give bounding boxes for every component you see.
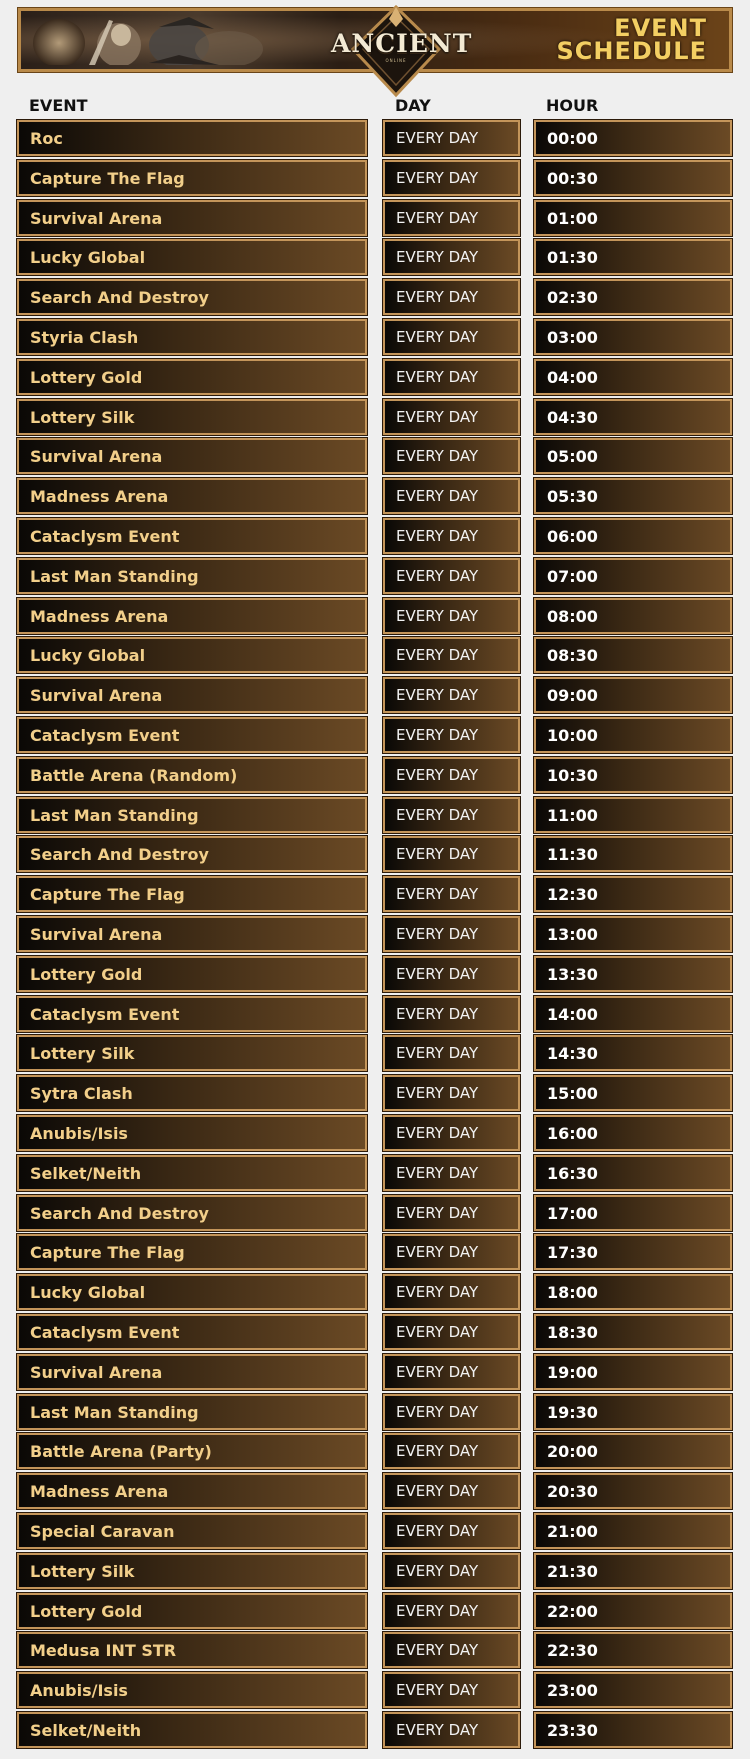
event-cell-text: Lottery Silk [30,1043,135,1063]
title-line-2: SCHEDULE [556,37,707,65]
hour-cell-text: 23:00 [547,1680,598,1700]
event-cell [17,1115,367,1151]
event-cell [17,518,367,554]
hour-cell [534,1075,732,1111]
day-cell [383,996,520,1032]
day-cell [383,1314,520,1350]
event-cell-text: Madness Arena [30,606,169,626]
event-cell [17,438,367,474]
hour-cell-text: 19:30 [547,1402,598,1422]
day-cell [383,518,520,554]
hour-cell-text: 04:00 [547,367,598,387]
day-cell [383,1075,520,1111]
hour-cell [534,1433,732,1469]
event-cell-text: Cataclysm Event [30,1004,180,1024]
event-cell [17,478,367,514]
event-cell [17,1155,367,1191]
day-cell-text: EVERY DAY [396,885,479,903]
event-cell [17,956,367,992]
hour-cell [534,558,732,594]
day-cell-text: EVERY DAY [396,169,479,187]
day-cell [383,200,520,236]
day-cell-text: EVERY DAY [396,1442,479,1460]
event-cell-text: Search And Destroy [30,844,209,864]
day-cell-text: EVERY DAY [396,1323,479,1341]
event-cell [17,996,367,1032]
event-cell [17,1672,367,1708]
hour-cell [534,1473,732,1509]
hour-cell-text: 18:30 [547,1322,598,1342]
hour-cell-text: 02:30 [547,287,598,307]
hour-cell-text: 08:30 [547,645,598,665]
event-cell-text: Capture The Flag [30,168,185,188]
event-column-header: EVENT [29,96,88,115]
hour-cell-text: 17:00 [547,1203,598,1223]
hour-cell-text: 03:00 [547,327,598,347]
hour-cell [534,956,732,992]
hour-cell [534,1712,732,1748]
hour-cell [534,1354,732,1390]
day-cell-text: EVERY DAY [396,248,479,266]
event-cell [17,200,367,236]
day-cell-text: EVERY DAY [396,1721,479,1739]
event-cell-text: Madness Arena [30,486,169,506]
event-cell [17,319,367,355]
event-cell [17,1035,367,1071]
hour-cell [534,438,732,474]
event-cell [17,717,367,753]
day-cell [383,757,520,793]
hour-cell-text: 15:00 [547,1083,598,1103]
hour-cell-text: 13:00 [547,924,598,944]
event-cell [17,1234,367,1270]
event-cell [17,1075,367,1111]
hour-cell [534,757,732,793]
event-cell [17,757,367,793]
event-cell [17,120,367,156]
event-cell [17,836,367,872]
hour-cell [534,1115,732,1151]
event-cell [17,916,367,952]
hour-cell [534,598,732,634]
event-cell-text: Lucky Global [30,1282,146,1302]
event-cell [17,1632,367,1668]
header-banner [18,8,732,72]
day-cell-text: EVERY DAY [396,1403,479,1421]
event-cell-text: Cataclysm Event [30,1322,180,1342]
event-cell [17,1314,367,1350]
hour-cell [534,319,732,355]
day-cell-text: EVERY DAY [396,965,479,983]
hour-cell-text: 14:30 [547,1043,598,1063]
event-cell [17,598,367,634]
hour-cell [534,200,732,236]
event-cell-text: Survival Arena [30,685,163,705]
day-cell [383,1274,520,1310]
day-cell [383,1513,520,1549]
hour-cell-text: 01:30 [547,247,598,267]
event-cell-text: Last Man Standing [30,1402,199,1422]
event-cell-text: Selket/Neith [30,1163,142,1183]
hour-cell [534,1553,732,1589]
day-cell [383,1712,520,1748]
day-cell [383,359,520,395]
day-cell-text: EVERY DAY [396,567,479,585]
event-cell [17,1593,367,1629]
event-cell-text: Survival Arena [30,924,163,944]
day-cell [383,1234,520,1270]
hour-cell [534,637,732,673]
day-column-header: DAY [395,96,431,115]
hour-cell [534,478,732,514]
day-cell-text: EVERY DAY [396,328,479,346]
event-cell-text: Survival Arena [30,208,163,228]
day-cell [383,399,520,435]
day-cell [383,558,520,594]
hour-cell-text: 14:00 [547,1004,598,1024]
day-cell-text: EVERY DAY [396,1602,479,1620]
hour-cell-text: 04:30 [547,407,598,427]
warriors-artwork [29,15,279,65]
event-cell [17,1553,367,1589]
hour-cell-text: 19:00 [547,1362,598,1382]
event-cell [17,1274,367,1310]
event-cell-text: Last Man Standing [30,566,199,586]
hour-cell-text: 11:00 [547,805,598,825]
day-cell-text: EVERY DAY [396,1084,479,1102]
day-cell [383,717,520,753]
ancient-online-logo [331,5,473,99]
hour-cell-text: 01:00 [547,208,598,228]
event-cell [17,1394,367,1430]
day-cell-text: EVERY DAY [396,806,479,824]
hour-cell [534,1513,732,1549]
event-cell-text: Battle Arena (Party) [30,1441,212,1461]
event-cell [17,876,367,912]
hour-cell [534,836,732,872]
day-cell-text: EVERY DAY [396,129,479,147]
hour-cell [534,160,732,196]
event-cell-text: Anubis/Isis [30,1123,128,1143]
hour-cell-text: 07:00 [547,566,598,586]
day-cell-text: EVERY DAY [396,726,479,744]
day-cell [383,1035,520,1071]
hour-cell-text: 13:30 [547,964,598,984]
day-cell [383,319,520,355]
event-cell [17,1712,367,1748]
day-cell [383,1354,520,1390]
day-cell-text: EVERY DAY [396,408,479,426]
hour-cell-text: 23:30 [547,1720,598,1740]
event-cell-text: Lucky Global [30,247,146,267]
day-cell-text: EVERY DAY [396,607,479,625]
day-cell [383,1115,520,1151]
day-cell-text: EVERY DAY [396,527,479,545]
event-cell [17,239,367,275]
hour-cell-text: 05:00 [547,446,598,466]
day-cell [383,797,520,833]
day-cell [383,279,520,315]
event-cell [17,1473,367,1509]
event-cell-text: Lottery Gold [30,367,143,387]
event-cell-text: Sytra Clash [30,1083,133,1103]
logo-subtitle: ONLINE [385,58,407,63]
event-cell-text: Lottery Silk [30,1561,135,1581]
day-cell [383,1632,520,1668]
event-cell [17,797,367,833]
hour-cell [534,359,732,395]
day-cell-text: EVERY DAY [396,1641,479,1659]
event-cell [17,160,367,196]
day-cell-text: EVERY DAY [396,1562,479,1580]
hour-cell [534,120,732,156]
day-cell-text: EVERY DAY [396,487,479,505]
hour-cell [534,677,732,713]
day-cell [383,1195,520,1231]
hour-cell-text: 20:00 [547,1441,598,1461]
day-cell [383,478,520,514]
day-cell-text: EVERY DAY [396,447,479,465]
event-cell-text: Lottery Silk [30,407,135,427]
event-cell [17,1433,367,1469]
day-cell-text: EVERY DAY [396,1482,479,1500]
hour-cell [534,916,732,952]
event-schedule-title [556,14,707,65]
hour-cell-text: 21:30 [547,1561,598,1581]
day-cell [383,1433,520,1469]
day-cell-text: EVERY DAY [396,1522,479,1540]
day-cell-text: EVERY DAY [396,1283,479,1301]
day-cell [383,438,520,474]
event-cell-text: Anubis/Isis [30,1680,128,1700]
day-cell [383,598,520,634]
event-cell-text: Survival Arena [30,446,163,466]
event-cell-text: Styria Clash [30,327,139,347]
hour-cell [534,1314,732,1350]
hour-cell [534,518,732,554]
hour-column-header: HOUR [546,96,599,115]
hour-cell [534,1274,732,1310]
day-cell-text: EVERY DAY [396,1204,479,1222]
hour-cell-text: 06:00 [547,526,598,546]
hour-cell [534,1632,732,1668]
hour-cell [534,797,732,833]
day-cell [383,956,520,992]
event-cell [17,399,367,435]
hour-cell-text: 16:00 [547,1123,598,1143]
event-cell [17,359,367,395]
hour-cell-text: 17:30 [547,1242,598,1262]
event-cell-text: Survival Arena [30,1362,163,1382]
hour-cell [534,1035,732,1071]
day-cell-text: EVERY DAY [396,766,479,784]
event-cell-text: Cataclysm Event [30,526,180,546]
hour-cell-text: 22:00 [547,1601,598,1621]
hour-cell-text: 11:30 [547,844,598,864]
hour-cell-text: 08:00 [547,606,598,626]
event-cell-text: Search And Destroy [30,1203,209,1223]
event-cell [17,1513,367,1549]
day-cell-text: EVERY DAY [396,1164,479,1182]
hour-cell-text: 16:30 [547,1163,598,1183]
event-cell-text: Medusa INT STR [30,1640,177,1660]
event-cell-text: Selket/Neith [30,1720,142,1740]
event-cell-text: Battle Arena (Random) [30,765,238,785]
day-cell [383,1394,520,1430]
hour-cell-text: 05:30 [547,486,598,506]
event-cell-text: Roc [30,128,63,148]
day-cell-text: EVERY DAY [396,368,479,386]
hour-cell [534,717,732,753]
hour-cell [534,1195,732,1231]
event-cell-text: Lottery Gold [30,1601,143,1621]
day-cell [383,1593,520,1629]
hour-cell [534,996,732,1032]
hour-cell-text: 12:30 [547,884,598,904]
hour-cell-text: 21:00 [547,1521,598,1541]
hour-cell [534,1593,732,1629]
event-cell-text: Search And Destroy [30,287,209,307]
hour-cell [534,399,732,435]
hour-cell [534,876,732,912]
event-cell [17,1195,367,1231]
day-cell [383,1553,520,1589]
hour-cell-text: 10:00 [547,725,598,745]
day-cell [383,1473,520,1509]
event-cell-text: Lottery Gold [30,964,143,984]
hour-cell [534,279,732,315]
day-cell [383,876,520,912]
event-cell [17,1354,367,1390]
hour-cell [534,1672,732,1708]
day-cell-text: EVERY DAY [396,1005,479,1023]
day-cell-text: EVERY DAY [396,209,479,227]
title-line-1: EVENT [614,14,707,42]
day-cell-text: EVERY DAY [396,1044,479,1062]
hour-cell-text: 00:00 [547,128,598,148]
event-cell-text: Special Caravan [30,1521,175,1541]
hour-cell [534,1155,732,1191]
event-cell-text: Capture The Flag [30,1242,185,1262]
day-cell [383,677,520,713]
event-cell-text: Last Man Standing [30,805,199,825]
day-cell-text: EVERY DAY [396,1681,479,1699]
day-cell-text: EVERY DAY [396,646,479,664]
event-cell-text: Cataclysm Event [30,725,180,745]
day-cell [383,1672,520,1708]
event-cell [17,637,367,673]
event-cell [17,558,367,594]
hour-cell-text: 09:00 [547,685,598,705]
day-cell [383,1155,520,1191]
day-cell [383,916,520,952]
day-cell-text: EVERY DAY [396,1363,479,1381]
hour-cell-text: 18:00 [547,1282,598,1302]
event-cell [17,677,367,713]
day-cell-text: EVERY DAY [396,1124,479,1142]
day-cell-text: EVERY DAY [396,1243,479,1261]
event-cell [17,279,367,315]
hour-cell-text: 20:30 [547,1481,598,1501]
day-cell [383,160,520,196]
event-cell-text: Capture The Flag [30,884,185,904]
event-cell-text: Madness Arena [30,1481,169,1501]
day-cell-text: EVERY DAY [396,288,479,306]
hour-cell [534,1234,732,1270]
hour-cell-text: 22:30 [547,1640,598,1660]
day-cell [383,836,520,872]
hour-cell-text: 00:30 [547,168,598,188]
day-cell-text: EVERY DAY [396,925,479,943]
event-cell-text: Lucky Global [30,645,146,665]
hour-cell [534,239,732,275]
day-cell [383,120,520,156]
hour-cell [534,1394,732,1430]
day-cell-text: EVERY DAY [396,845,479,863]
logo-wordmark: ANCIENT [331,29,473,58]
day-cell [383,637,520,673]
day-cell [383,239,520,275]
hour-cell-text: 10:30 [547,765,598,785]
day-cell-text: EVERY DAY [396,686,479,704]
